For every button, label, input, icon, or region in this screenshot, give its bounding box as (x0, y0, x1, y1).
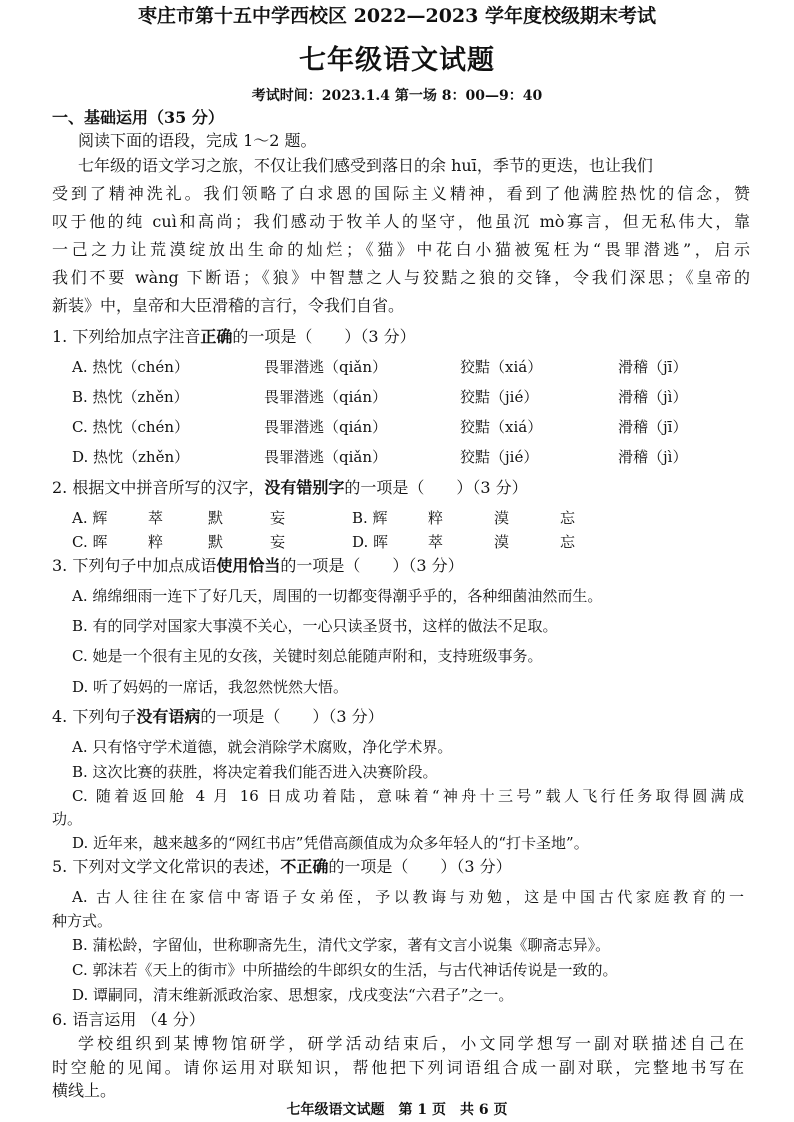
passage-line: 叹于他的纯 cuì和高尚；我们感动于牧羊人的坚守，他虽沉 mò寡言，但无私伟大，靠 (52, 212, 750, 231)
page-footer: 七年级语文试题 第 1 页 共 6 页 (286, 1102, 508, 1118)
passage-line: 我们不要 wàng 下断语；《狼》中智慧之人与狡黠之狼的交锋，令我们深思；《皇帝的 (52, 268, 750, 287)
stem-text: 2. 根据文中拼音所写的汉字， (52, 478, 265, 497)
stem-text: 的一项是（ ）（3 分） (200, 707, 384, 726)
option-word: 滑稽（jì） (618, 388, 688, 406)
stem-text: 4. 下列句子 (52, 707, 137, 726)
stem-text: 的一项是（ ）（3 分） (344, 478, 528, 497)
stem-emphasis: 不正确 (280, 857, 329, 876)
option-word: 畏罪潜逃（qián） (264, 418, 388, 436)
passage-line: 七年级的语文学习之旅，不仅让我们感受到落日的余 huī，季节的更迭，也让我们 (78, 156, 653, 175)
question-1 (52, 327, 416, 347)
page-title: 七年级语文试题 (299, 45, 495, 76)
option-char: 粹 (428, 509, 444, 527)
option-word: 狡黠（xiá） (460, 418, 543, 436)
option-label: C. 热忱（chén） (72, 418, 190, 436)
q5-option-continued: 种方式。 (52, 912, 113, 930)
q4-option: D. 近年来，越来越多的“网红书店”凭借高颜值成为众多年轻人的“打卡圣地”。 (72, 834, 589, 852)
option-word: 狡黠（jié） (460, 388, 539, 406)
passage-line: 一己之力让荒漠绽放出生命的灿烂；《猫》中花白小猫被冤枉为“畏罪潜逃”，启示 (52, 240, 750, 259)
stem-emphasis: 使用恰当 (216, 556, 281, 575)
stem-text: 的一项是（ ）（3 分） (280, 556, 464, 575)
q3-option: B. 有的同学对国家大事漠不关心，一心只读圣贤书，这样的做法不足取。 (72, 617, 558, 635)
option-label: D. 热忱（zhěn） (72, 448, 190, 466)
passage-line: 新装》中，皇帝和大臣滑稽的言行，令我们自省。 (52, 296, 405, 315)
option-char: 默 (208, 533, 224, 551)
section-heading: 一、基础运用（35 分） (52, 108, 224, 127)
option-label: A. 热忱（chén） (72, 358, 189, 376)
instruction: 阅读下面的语段，完成 1～2 题。 (78, 131, 317, 150)
option-char: 萃 (428, 533, 444, 551)
option-char: 漠 (494, 509, 510, 527)
option-label: A. 辉 (72, 509, 108, 527)
stem-text: 3. 下列句子中加点成语 (52, 556, 217, 575)
q3-option: D. 听了妈妈的一席话，我忽然恍然大悟。 (72, 678, 349, 696)
option-word: 畏罪潜逃（qián） (264, 388, 388, 406)
stem-text: 5. 下列对文学文化常识的表述， (52, 857, 281, 876)
option-word: 畏罪潜逃（qiǎn） (264, 358, 388, 376)
option-word: 狡黠（jié） (460, 448, 539, 466)
option-char: 妄 (270, 509, 286, 527)
option-word: 滑稽（jì） (618, 448, 688, 466)
option-label: C. 晖 (72, 533, 108, 551)
stem-emphasis: 没有语病 (136, 707, 201, 726)
school-header: 枣庄市第十五中学西校区 2022—2023 学年度校级期末考试 (138, 5, 656, 27)
q3-option: C. 她是一个很有主见的女孩，关键时刻总能随声附和，支持班级事务。 (72, 647, 543, 665)
stem-emphasis: 没有错别字 (264, 478, 345, 497)
question-4 (52, 707, 384, 727)
stem-text: 的一项是（ ）（3 分） (232, 327, 416, 346)
q6-line: 横线上。 (52, 1081, 117, 1100)
option-word: 滑稽（jī） (618, 418, 688, 436)
option-char: 忘 (560, 533, 576, 551)
option-label: B. 热忱（zhěn） (72, 388, 189, 406)
option-word: 畏罪潜逃（qiǎn） (264, 448, 388, 466)
option-word: 滑稽（jī） (618, 358, 688, 376)
passage-line: 受到了精神洗礼。我们领略了白求恩的国际主义精神，看到了他满腔热忱的信念，赞 (52, 184, 750, 203)
q4-option: A. 只有恪守学术道德，就会消除学术腐败，净化学术界。 (72, 738, 453, 756)
stem-text: 1. 下列给加点字注音 (52, 327, 201, 346)
q4-option: B. 这次比赛的获胜，将决定着我们能否进入决赛阶段。 (72, 763, 438, 781)
question-5 (52, 857, 512, 877)
q4-option: C. 随着返回舱 4 月 16 日成功着陆，意味着“神舟十三号”载人飞行任务取得圆满成 (72, 787, 744, 805)
exam-time: 考试时间：2023.1.4 第一场 8：00—9：40 (251, 88, 543, 104)
option-char: 忘 (560, 509, 576, 527)
q4-option-continued: 功。 (52, 810, 83, 828)
option-char: 默 (208, 509, 224, 527)
q6-line: 学校组织到某博物馆研学，研学活动结束后，小文同学想写一副对联描述自己在 (78, 1034, 744, 1053)
question-3 (52, 556, 464, 576)
question-6: 6. 语言运用 （4 分） (52, 1010, 205, 1029)
option-char: 粹 (148, 533, 164, 551)
q5-option: B. 蒲松龄，字留仙，世称聊斋先生，清代文学家，著有文言小说集《聊斋志异》。 (72, 936, 611, 954)
option-char: 妄 (270, 533, 286, 551)
stem-text: 的一项是（ ）（3 分） (328, 857, 512, 876)
option-label: B. 辉 (352, 509, 388, 527)
option-char: 漠 (494, 533, 510, 551)
option-word: 狡黠（xiá） (460, 358, 543, 376)
option-label: D. 晖 (352, 533, 389, 551)
question-2 (52, 478, 528, 498)
q5-option: D. 谭嗣同，清末维新派政治家、思想家，戊戌变法“六君子”之一。 (72, 986, 514, 1004)
q3-option: A. 绵绵细雨一连下了好几天，周围的一切都变得潮乎乎的，各种细菌油然而生。 (72, 587, 603, 605)
q5-option: A. 古人往往在家信中寄语子女弟侄，予以教诲与劝勉，这是中国古代家庭教育的一 (72, 888, 744, 906)
q5-option: C. 郭沫若《天上的街市》中所描绘的牛郎织女的生活，与古代神话传说是一致的。 (72, 961, 618, 979)
stem-emphasis: 正确 (200, 327, 233, 346)
option-char: 萃 (148, 509, 164, 527)
q6-line: 时空舱的见闻。请你运用对联知识，帮他把下列词语组合成一副对联，完整地书写在 (52, 1058, 744, 1077)
